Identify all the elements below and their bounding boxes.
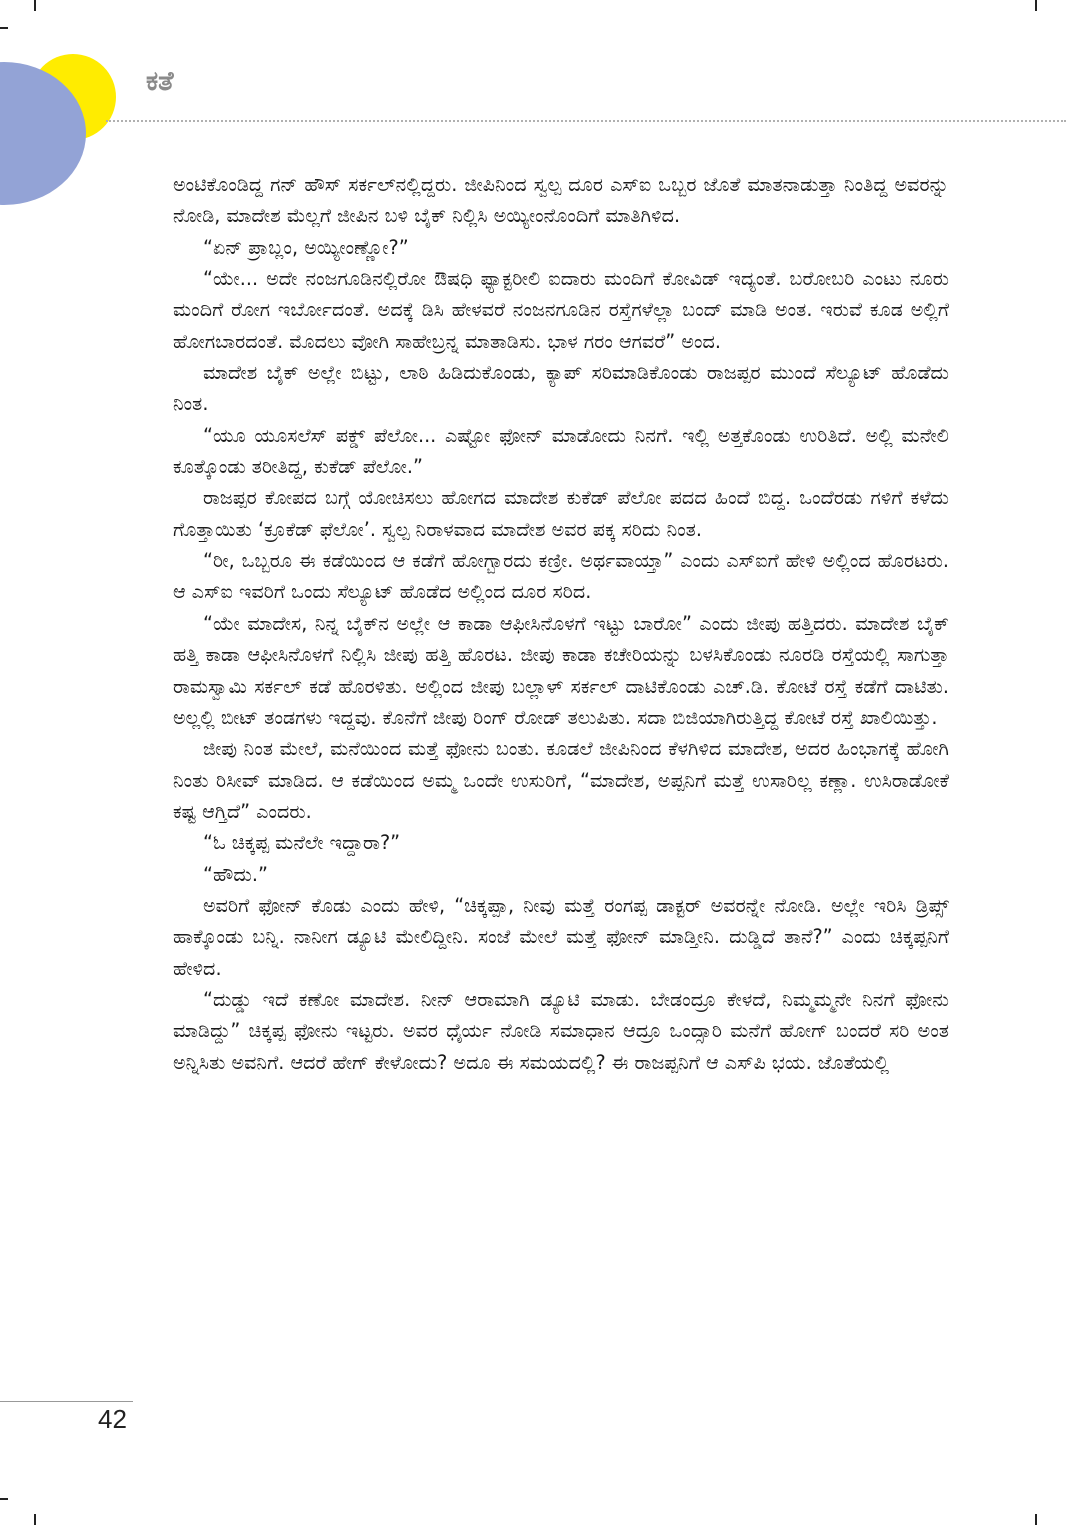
crop-mark-top-right: [1035, 0, 1037, 11]
footer-rule: [0, 1401, 133, 1402]
crop-mark-bottom-right: [1035, 1514, 1037, 1525]
paragraph: ಮಾದೇಶ ಬೈಕ್ ಅಲ್ಲೇ ಬಿಟ್ಟು, ಲಾಠಿ ಹಿಡಿದುಕೊಂಡು, ಕ್ಯಾಪ್ ಸರಿಮಾಡಿಕೊಂಡು ರಾಜಪ್ಪರ ಮುಂದೆ ಸೆಲ್ಯೂಟ್ ಹೊಡೆದು ನಿಂತ.: [173, 361, 949, 416]
header-dotted-rule: [106, 120, 1066, 122]
paragraph: ರಾಜಪ್ಪರ ಕೋಪದ ಬಗ್ಗೆ ಯೋಚಿಸಲು ಹೋಗದ ಮಾದೇಶ ಕುಕೆಡ್ ಪೆಲೋ ಪದದ ಹಿಂದೆ ಬಿದ್ದ. ಒಂದೆರಡು ಗಳಿಗೆ ಕಳೆದು ಗೊತ್ತಾಯಿತು ‘ಕ್ರೂಕೆಡ್ ಫೆಲೋ’. ಸ್ವಲ್ಪ ನಿರಾಳವಾದ ಮಾದೇಶ ಅವರ ಪಕ್ಕ ಸರಿದು ನಿಂತ.: [173, 486, 949, 541]
article-body: [173, 169, 949, 1078]
paragraph: ಅಂಟಿಕೊಂಡಿದ್ದ ಗನ್ ಹೌಸ್ ಸರ್ಕಲ್‌ನಲ್ಲಿದ್ದರು. ಜೀಪಿನಿಂದ ಸ್ವಲ್ಪ ದೂರ ಎಸ್‌ಐ ಒಬ್ಬರ ಜೊತೆ ಮಾತನಾಡುತ್ತಾ ನಿಂತಿದ್ದ ಅವರನ್ನು ನೋಡಿ, ಮಾದೇಶ ಮೆಲ್ಲಗೆ ಜೀಪಿನ ಬಳಿ ಬೈಕ್ ನಿಲ್ಲಿಸಿ ಅಯ್ಯೀಂನೊಂದಿಗೆ ಮಾತಿಗಿಳಿದ.: [173, 173, 949, 228]
paragraph: “ಓ ಚಿಕ್ಕಪ್ಪ ಮನೆಲೇ ಇದ್ದಾರಾ?”: [203, 831, 401, 855]
section-title: ಕತೆ: [146, 66, 174, 97]
paragraph: “ಯೇ ಮಾದೇಸ, ನಿನ್ನ ಬೈಕ್‌ನ ಅಲ್ಲೇ ಆ ಕಾಡಾ ಆಫೀಸಿನೊಳಗೆ ಇಟ್ಟು ಬಾರೋ” ಎಂದು ಜೀಪು ಹತ್ತಿದರು. ಮಾದೇಶ ಬೈಕ್ ಹತ್ತಿ ಕಾಡಾ ಆಫೀಸಿನೊಳಗೆ ನಿಲ್ಲಿಸಿ ಜೀಪು ಹತ್ತಿ ಹೊರಟ. ಜೀಪು ಕಾಡಾ ಕಚೇರಿಯನ್ನು ಬಳಸಿಕೊಂಡು ನೂರಡಿ ರಸ್ತೆಯಲ್ಲಿ ಸಾಗುತ್ತಾ ರಾಮಸ್ವಾಮಿ ಸರ್ಕಲ್ ಕಡೆ ಹೊರಳಿತು. ಅಲ್ಲಿಂದ ಜೀಪು ಬಲ್ಲಾಳ್ ಸರ್ಕಲ್ ದಾಟಿಕೊಂಡು ಎಚ್.ಡಿ. ಕೋಟೆ ರಸ್ತೆ ಕಡೆಗೆ ದಾಟಿತು. ಅಲ್ಲಲ್ಲಿ ಬೀಟ್ ತಂಡಗಳು ಇದ್ದವು. ಕೊನೆಗೆ ಜೀಪು ರಿಂಗ್ ರೋಡ್ ತಲುಪಿತು. ಸದಾ ಬಿಜಿಯಾಗಿರುತ್ತಿದ್ದ ಕೋಟೆ ರಸ್ತೆ ಖಾಲಿಯಿತ್ತು.: [173, 611, 949, 729]
paragraph: “ಏನ್ ಪ್ರಾಬ್ಲಂ, ಅಯ್ಯೀಂಣ್ಣೋ?”: [203, 235, 409, 259]
crop-mark-top-left: [34, 0, 36, 11]
paragraph: ಅವರಿಗೆ ಫೋನ್ ಕೊಡು ಎಂದು ಹೇಳಿ, “ಚಿಕ್ಕಪ್ಪಾ, ನೀವು ಮತ್ತೆ ರಂಗಪ್ಪ ಡಾಕ್ಟರ್ ಅವರನ್ನೇ ನೋಡಿ. ಅಲ್ಲೇ ಇರಿಸಿ ಡ್ರಿಪ್ಸ್ ಹಾಕ್ಕೊಂಡು ಬನ್ನಿ. ನಾನೀಗ ಡ್ಯೂಟಿ ಮೇಲಿದ್ದೀನಿ. ಸಂಜೆ ಮೇಲೆ ಮತ್ತೆ ಫೋನ್ ಮಾಡ್ತೀನಿ. ದುಡ್ಡಿದೆ ತಾನೆ?” ಎಂದು ಚಿಕ್ಕಪ್ಪನಿಗೆ ಹೇಳಿದ.: [173, 893, 949, 980]
paragraph: “ರೀ, ಒಬ್ಬರೂ ಈ ಕಡೆಯಿಂದ ಆ ಕಡೆಗೆ ಹೋಗ್ಬಾರದು ಕಣ್ರೀ. ಅರ್ಥವಾಯ್ತಾ” ಎಂದು ಎಸ್‌ಐಗೆ ಹೇಳಿ ಅಲ್ಲಿಂದ ಹೊರಟರು. ಆ ಎಸ್‌ಐ ಇವರಿಗೆ ಒಂದು ಸೆಲ್ಯೂಟ್ ಹೊಡೆದ ಅಲ್ಲಿಂದ ದೂರ ಸರಿದ.: [173, 549, 949, 604]
paragraph: “ಯೂ ಯೂಸಲೆಸ್ ಪಕ್ಡ್ ಪೆಲೋ... ಎಷ್ಟೋ ಫೋನ್ ಮಾಡೋದು ನಿನಗೆ. ಇಲ್ಲಿ ಅತ್ತಕೊಂಡು ಉರಿತಿದೆ. ಅಲ್ಲಿ ಮನೇಲಿ ಕೂತ್ಕೊಂಡು ತರೀತಿದ್ದ, ಕುಕೆಡ್ ಪೆಲೋ.”: [173, 423, 949, 479]
paragraph: “ಯೇ... ಅದೇ ನಂಜಗೂಡಿನಲ್ಲಿರೋ ಔಷಧಿ ಫ್ಯಾಕ್ಟರೀಲಿ ಐದಾರು ಮಂದಿಗೆ ಕೋವಿಡ್ ಇದ್ಯಂತೆ. ಬರೋಬರಿ ಎಂಟು ನೂರು ಮಂದಿಗೆ ರೋಗ ಇರ್ಬೋದಂತೆ. ಅದಕ್ಕೆ ಡಿಸಿ ಹೇಳವರೆ ನಂಜನಗೂಡಿನ ರಸ್ತೆಗಳೆಲ್ಲಾ ಬಂದ್ ಮಾಡಿ ಅಂತ. ಇರುವೆ ಕೂಡ ಅಲ್ಲಿಗೆ ಹೋಗಬಾರದಂತೆ. ಮೊದಲು ವೋಗಿ ಸಾಹೇಬ್ರನ್ನ ಮಾತಾಡಿಸು. ಭಾಳ ಗರಂ ಆಗವರೆ” ಅಂದ.: [173, 267, 949, 353]
page-number: 42: [98, 1404, 127, 1434]
paragraph: “ದುಡ್ಡು ಇದೆ ಕಣೋ ಮಾದೇಶ. ನೀನ್ ಆರಾಮಾಗಿ ಡ್ಯೂಟಿ ಮಾಡು. ಬೇಡಂದ್ರೂ ಕೇಳದೆ, ನಿಮ್ಮಮ್ಮನೇ ನಿನಗೆ ಫೋನು ಮಾಡಿದ್ದು” ಚಿಕ್ಕಪ್ಪ ಫೋನು ಇಟ್ಟರು. ಅವರ ಧೈರ್ಯ ನೋಡಿ ಸಮಾಧಾನ ಆದ್ರೂ ಒಂದ್ಸಾರಿ ಮನೆಗೆ ಹೋಗ್ ಬಂದರೆ ಸರಿ ಅಂತ ಅನ್ನಿಸಿತು ಅವನಿಗೆ. ಆದರೆ ಹೇಗ್ ಕೇಳೋದು? ಅದೂ ಈ ಸಮಯದಲ್ಲಿ? ಈ ರಾಜಪ್ಪನಿಗೆ ಆ ಎಸ್‌ಪಿ ಭಯ. ಜೊತೆಯಲ್ಲಿ: [173, 987, 949, 1074]
paragraph: “ಹೌದು.”: [203, 862, 268, 886]
crop-mark-bottom-left-side: [0, 1498, 8, 1500]
crop-mark-bottom-left: [34, 1514, 36, 1525]
paragraph: ಜೀಪು ನಿಂತ ಮೇಲೆ, ಮನೆಯಿಂದ ಮತ್ತೆ ಫೋನು ಬಂತು. ಕೂಡಲೆ ಜೀಪಿನಿಂದ ಕೆಳಗಿಳಿದ ಮಾದೇಶ, ಅದರ ಹಿಂಭಾಗಕ್ಕೆ ಹೋಗಿ ನಿಂತು ರಿಸೀವ್ ಮಾಡಿದ. ಆ ಕಡೆಯಿಂದ ಅಮ್ಮ ಒಂದೇ ಉಸುರಿಗೆ, “ಮಾದೇಶ, ಅಪ್ಪನಿಗೆ ಮತ್ತೆ ಉಸಾರಿಲ್ಲ ಕಣ್ಲಾ. ಉಸಿರಾಡೋಕೆ ಕಷ್ಟ ಆಗ್ತಿದೆ” ಎಂದರು.: [173, 737, 949, 823]
crop-mark-top-left-side: [0, 27, 8, 29]
